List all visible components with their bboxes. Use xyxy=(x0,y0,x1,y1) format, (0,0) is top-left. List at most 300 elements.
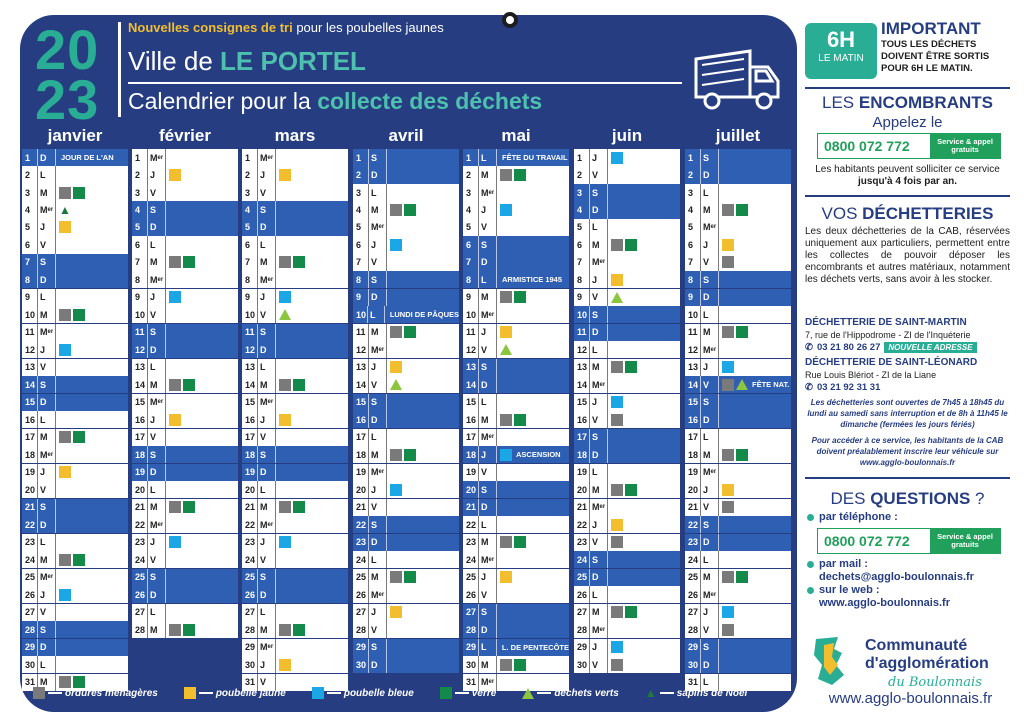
blue-bin-icon xyxy=(611,152,623,164)
access-info: Pour accéder à ce service, les habitants de la CAB doivent préalablement inscrire leur véhicule sur www.agglo-boulonnais.fr xyxy=(811,436,1004,467)
day-row xyxy=(132,586,238,603)
weekday: M xyxy=(701,569,719,586)
day-row xyxy=(353,376,459,393)
dech-prefix: VOS xyxy=(821,204,863,223)
household-waste-icon xyxy=(722,326,734,338)
blue-bin-icon xyxy=(500,204,512,216)
collection-cell xyxy=(497,414,569,426)
day-row xyxy=(574,516,680,533)
day-row xyxy=(353,271,459,288)
collection-cell xyxy=(56,309,128,321)
yellow-bin-icon xyxy=(611,274,623,286)
mail-link[interactable]: dechets@agglo-boulonnais.fr xyxy=(819,571,974,583)
day-row xyxy=(242,271,348,288)
weekday: M xyxy=(701,446,719,463)
household-waste-icon xyxy=(722,204,734,216)
day-row xyxy=(463,324,569,341)
important-text: TOUS LES DÉCHETS DOIVENT ÊTRE SORTIS POUR 6H LE MATIN. xyxy=(881,39,990,74)
legend-label: ordures ménagères xyxy=(65,687,158,699)
legend-line xyxy=(455,692,469,694)
weekday: S xyxy=(258,201,276,218)
weekday: D xyxy=(369,289,387,306)
legend-item xyxy=(184,687,286,699)
day-row xyxy=(685,656,791,673)
day-number: 26 xyxy=(242,586,258,603)
day-row xyxy=(685,394,791,411)
collection-cell xyxy=(497,275,569,284)
collection-cell xyxy=(497,153,569,162)
day-number: 8 xyxy=(353,271,369,288)
collection-cell xyxy=(387,484,459,496)
weekday: V xyxy=(258,429,276,446)
day-number: 2 xyxy=(242,166,258,183)
day-row xyxy=(353,656,459,673)
weekday: V xyxy=(258,674,276,691)
weekday: M xyxy=(590,604,608,621)
collection-cell xyxy=(497,169,569,181)
weekday: S xyxy=(369,271,387,288)
glass-icon xyxy=(404,204,416,216)
day-number: 6 xyxy=(353,236,369,253)
weekday: L xyxy=(148,481,166,498)
household-waste-icon xyxy=(500,414,512,426)
q-prefix: DES xyxy=(830,489,871,508)
collection-cell xyxy=(608,396,680,408)
day-row xyxy=(463,306,569,323)
logo-url[interactable]: www.agglo-boulonnais.fr xyxy=(828,690,993,707)
blue-bin-icon xyxy=(390,484,402,496)
glass-icon xyxy=(514,169,526,181)
day-row xyxy=(353,464,459,481)
weekday: D xyxy=(479,499,497,516)
glass-icon xyxy=(293,379,305,391)
weekday: J xyxy=(701,481,719,498)
day-row xyxy=(132,534,238,551)
weekday: S xyxy=(369,639,387,656)
day-row xyxy=(242,324,348,341)
collection-cell xyxy=(719,501,791,513)
day-number: 21 xyxy=(353,499,369,516)
weekday: V xyxy=(369,254,387,271)
day-row xyxy=(685,236,791,253)
encombrants-heading xyxy=(805,93,1010,113)
phone-icon: ✆ xyxy=(805,382,813,393)
weekday: V xyxy=(590,289,608,306)
day-row xyxy=(463,411,569,428)
city-name: LE PORTEL xyxy=(220,46,366,76)
day-row xyxy=(463,586,569,603)
weekday: S xyxy=(148,201,166,218)
weekday: L xyxy=(369,551,387,568)
day-row xyxy=(22,376,128,393)
weekday: S xyxy=(369,394,387,411)
day-number: 7 xyxy=(574,254,590,271)
day-number: 28 xyxy=(22,621,38,638)
weekday: M xyxy=(479,656,497,673)
day-number: 6 xyxy=(463,236,479,253)
day-number: 13 xyxy=(463,359,479,376)
collection-cell xyxy=(385,310,459,319)
day-row xyxy=(463,376,569,393)
weekday: M xyxy=(590,481,608,498)
weekday: D xyxy=(38,149,56,166)
day-row xyxy=(132,446,238,463)
encombrants-text-pre: Les habitants peuvent solliciter ce service xyxy=(815,164,1000,175)
day-row xyxy=(242,219,348,236)
day-row xyxy=(22,446,128,463)
blue-bin-icon xyxy=(312,687,324,699)
weekday: M xyxy=(701,201,719,218)
title-bold: collecte des déchets xyxy=(317,88,543,114)
encombrants-bold: ENCOMBRANTS xyxy=(858,93,993,112)
weekday: D xyxy=(148,586,166,603)
day-row xyxy=(132,499,238,516)
month-name: juillet xyxy=(715,126,761,145)
day-row xyxy=(242,551,348,568)
day-number: 13 xyxy=(132,359,148,376)
garbage-truck-icon xyxy=(688,45,788,113)
weekday: D xyxy=(590,569,608,586)
day-number: 4 xyxy=(22,201,38,218)
day-row xyxy=(22,551,128,568)
collection-cell xyxy=(166,501,238,513)
collection-cell xyxy=(56,554,128,566)
six-hour-badge xyxy=(805,23,877,79)
phone-box-questions[interactable] xyxy=(817,528,1001,554)
yellow-bin-icon xyxy=(279,414,291,426)
glass-icon xyxy=(73,554,85,566)
day-number: 16 xyxy=(22,411,38,428)
weekday: L xyxy=(479,271,497,288)
legend-label: poubelle jaune xyxy=(215,687,286,699)
day-number: 10 xyxy=(353,306,368,323)
day-row xyxy=(463,569,569,586)
month-2 xyxy=(242,126,348,691)
weekday: M xyxy=(258,254,276,271)
collection-cell xyxy=(276,169,348,181)
weekday: J xyxy=(479,569,497,586)
encombrants-prefix: LES xyxy=(822,93,859,112)
day-number: 14 xyxy=(22,376,38,393)
day-number: 28 xyxy=(132,621,148,638)
holiday-label: FÊTE DU TRAVAIL xyxy=(502,153,568,163)
collection-cell xyxy=(56,344,128,356)
day-row xyxy=(22,481,128,498)
weekday: M xyxy=(38,306,56,323)
day-row xyxy=(353,446,459,463)
glass-icon xyxy=(73,431,85,443)
logo-line-1: Communauté xyxy=(865,637,968,654)
day-number: 26 xyxy=(685,586,701,603)
day-number: 12 xyxy=(132,341,148,358)
day-row xyxy=(685,534,791,551)
household-waste-icon xyxy=(59,554,71,566)
blue-bin-icon xyxy=(611,641,623,653)
yellow-bin-icon xyxy=(59,221,71,233)
weekday: J xyxy=(369,604,387,621)
weekday: M er xyxy=(479,306,497,323)
important-block xyxy=(881,19,1015,75)
day-row xyxy=(353,324,459,341)
day-row xyxy=(132,551,238,568)
day-number: 9 xyxy=(132,289,148,306)
weekday: M er xyxy=(148,149,166,166)
weekday: V xyxy=(369,376,387,393)
dechetterie-2-phone-number: 03 21 92 31 31 xyxy=(816,382,881,393)
legend-item xyxy=(33,687,158,699)
day-number: 30 xyxy=(574,656,590,673)
weekday: J xyxy=(479,324,497,341)
dechetterie-2-phone[interactable] xyxy=(805,382,880,393)
weekday: D xyxy=(258,219,276,236)
weekday: M xyxy=(479,534,497,551)
weekday: V xyxy=(258,551,276,568)
collection-cell xyxy=(276,379,348,391)
weekday: L xyxy=(38,166,56,183)
day-row xyxy=(132,516,238,533)
day-number: 7 xyxy=(685,254,701,271)
day-row xyxy=(353,184,459,201)
header-divider xyxy=(118,22,121,117)
day-number: 9 xyxy=(463,289,479,306)
day-number: 5 xyxy=(574,219,590,236)
day-row xyxy=(685,516,791,533)
day-number: 18 xyxy=(353,446,369,463)
day-number: 6 xyxy=(132,236,148,253)
weekday: L xyxy=(38,534,56,551)
household-waste-icon xyxy=(611,484,623,496)
day-number: 31 xyxy=(463,674,479,691)
day-row xyxy=(353,411,459,428)
day-row xyxy=(574,341,680,358)
day-row xyxy=(22,359,128,376)
holiday-label: JOUR DE L'AN xyxy=(61,153,114,163)
weekday: D xyxy=(369,534,387,551)
day-row xyxy=(22,569,128,586)
day-number: 1 xyxy=(685,149,701,166)
q-suffix: ? xyxy=(970,489,985,508)
phone-box-encombrants[interactable] xyxy=(817,133,1001,159)
day-number: 20 xyxy=(463,481,479,498)
weekday: J xyxy=(701,359,719,376)
month-0 xyxy=(22,126,128,691)
collection-cell xyxy=(608,606,680,618)
legend-label: déchets verts xyxy=(554,687,619,699)
weekday: S xyxy=(479,604,497,621)
weekday: S xyxy=(701,149,719,166)
legend-label: poubelle bleue xyxy=(343,687,414,699)
day-number: 24 xyxy=(463,551,479,568)
collection-cell xyxy=(719,571,791,583)
weekday: L xyxy=(38,289,56,306)
subtitle-bold: Nouvelles consignes de tri xyxy=(128,20,293,35)
collection-cell xyxy=(719,606,791,618)
day-number: 12 xyxy=(463,341,479,358)
household-waste-icon xyxy=(59,431,71,443)
collection-cell xyxy=(387,204,459,216)
month-1 xyxy=(132,126,238,639)
weekday: M xyxy=(258,499,276,516)
day-row xyxy=(22,166,128,183)
day-number: 4 xyxy=(242,201,258,218)
day-row xyxy=(132,289,238,306)
weekday: V xyxy=(479,586,497,603)
household-waste-icon xyxy=(169,624,181,636)
day-row xyxy=(353,236,459,253)
day-row xyxy=(242,236,348,253)
dechetterie-1-phone[interactable] xyxy=(805,342,977,353)
day-row xyxy=(685,604,791,621)
weekday: M xyxy=(479,166,497,183)
month-name: mars xyxy=(274,126,316,145)
weekday: M er xyxy=(148,516,166,533)
day-number: 24 xyxy=(353,551,369,568)
questions-heading xyxy=(805,489,1010,509)
glass-icon xyxy=(404,326,416,338)
weekday: J xyxy=(479,201,497,218)
day-number: 25 xyxy=(242,569,258,586)
new-address-badge: NOUVELLE ADRESSE xyxy=(884,342,976,353)
day-row xyxy=(353,219,459,236)
green-waste-icon xyxy=(390,379,402,390)
collection-cell xyxy=(608,519,680,531)
collection-cell xyxy=(387,449,459,461)
day-number: 28 xyxy=(685,621,701,638)
blue-bin-icon xyxy=(500,449,512,461)
weekday: S xyxy=(590,429,608,446)
day-number: 20 xyxy=(132,481,148,498)
day-row xyxy=(353,306,459,323)
collection-cell xyxy=(387,571,459,583)
weekday: D xyxy=(701,534,719,551)
day-row xyxy=(353,394,459,411)
web-link[interactable]: www.agglo-boulonnais.fr xyxy=(819,597,950,609)
header-subtitle xyxy=(128,20,444,35)
household-waste-icon xyxy=(390,204,402,216)
day-row xyxy=(463,271,569,288)
weekday: V xyxy=(701,499,719,516)
day-number: 23 xyxy=(242,534,258,551)
question-web-label xyxy=(807,584,880,596)
day-number: 2 xyxy=(353,166,369,183)
day-row xyxy=(685,499,791,516)
weekday: S xyxy=(148,569,166,586)
household-waste-icon xyxy=(390,571,402,583)
collection-cell xyxy=(276,501,348,513)
day-row xyxy=(685,219,791,236)
day-row xyxy=(574,324,680,341)
day-number: 16 xyxy=(132,411,148,428)
phone-number: 0800 072 772 xyxy=(824,533,910,549)
weekday: L xyxy=(369,429,387,446)
day-number: 8 xyxy=(22,271,38,288)
yellow-bin-icon xyxy=(611,519,623,531)
weekday: L xyxy=(701,184,719,201)
day-number: 8 xyxy=(574,271,590,288)
day-number: 11 xyxy=(132,324,148,341)
day-number: 13 xyxy=(353,359,369,376)
weekday: D xyxy=(148,341,166,358)
weekday: M er xyxy=(701,464,719,481)
day-row xyxy=(463,604,569,621)
yellow-bin-icon xyxy=(500,326,512,338)
day-row xyxy=(685,184,791,201)
day-row xyxy=(242,359,348,376)
call-label: Appelez le xyxy=(872,114,943,131)
day-row xyxy=(22,534,128,551)
christmas-tree-icon: ▲ xyxy=(59,203,71,217)
weekday: V xyxy=(258,306,276,323)
day-row xyxy=(353,149,459,166)
day-row xyxy=(574,236,680,253)
blue-bin-icon xyxy=(59,344,71,356)
day-row xyxy=(463,551,569,568)
page-title xyxy=(128,88,542,115)
weekday: D xyxy=(701,411,719,428)
day-number: 29 xyxy=(22,639,38,656)
collection-cell xyxy=(276,624,348,636)
dechetterie-1-title: DÉCHETTERIE DE SAINT-MARTIN xyxy=(805,317,967,328)
day-row xyxy=(22,341,128,358)
glass-icon xyxy=(404,449,416,461)
day-row xyxy=(242,481,348,498)
day-number: 3 xyxy=(132,184,148,201)
weekday: S xyxy=(701,394,719,411)
legend-line xyxy=(48,692,62,694)
day-number: 16 xyxy=(353,411,369,428)
glass-icon xyxy=(73,309,85,321)
household-waste-icon xyxy=(722,449,734,461)
day-row xyxy=(22,324,128,341)
day-number: 2 xyxy=(22,166,38,183)
weekday: D xyxy=(590,324,608,341)
day-row xyxy=(685,429,791,446)
day-number: 18 xyxy=(574,446,590,463)
day-number: 17 xyxy=(685,429,701,446)
collection-cell xyxy=(719,204,791,216)
weekday: M er xyxy=(590,376,608,393)
day-number: 22 xyxy=(132,516,148,533)
weekday: S xyxy=(701,639,719,656)
day-row xyxy=(685,551,791,568)
day-number: 19 xyxy=(132,464,148,481)
day-number: 6 xyxy=(242,236,258,253)
household-waste-icon xyxy=(722,624,734,636)
yellow-bin-icon xyxy=(169,414,181,426)
glass-icon xyxy=(736,326,748,338)
weekday: L xyxy=(148,236,166,253)
weekday: S xyxy=(38,376,56,393)
collection-cell xyxy=(497,536,569,548)
weekday: V xyxy=(701,621,719,638)
collection-cell xyxy=(608,414,680,426)
household-waste-icon xyxy=(33,687,45,699)
weekday: J xyxy=(258,656,276,673)
day-number: 21 xyxy=(22,499,38,516)
day-number: 21 xyxy=(132,499,148,516)
day-number: 26 xyxy=(574,586,590,603)
blue-bin-icon xyxy=(722,606,734,618)
glass-icon xyxy=(73,187,85,199)
weekday: J xyxy=(38,219,56,236)
day-row xyxy=(132,149,238,166)
weekday: S xyxy=(38,499,56,516)
question-mail-label xyxy=(807,558,868,570)
collection-cell xyxy=(276,659,348,671)
household-waste-icon xyxy=(169,501,181,513)
title-prefix: Calendrier pour la xyxy=(128,88,318,114)
subtitle-rest: pour les poubelles jaunes xyxy=(292,20,444,35)
